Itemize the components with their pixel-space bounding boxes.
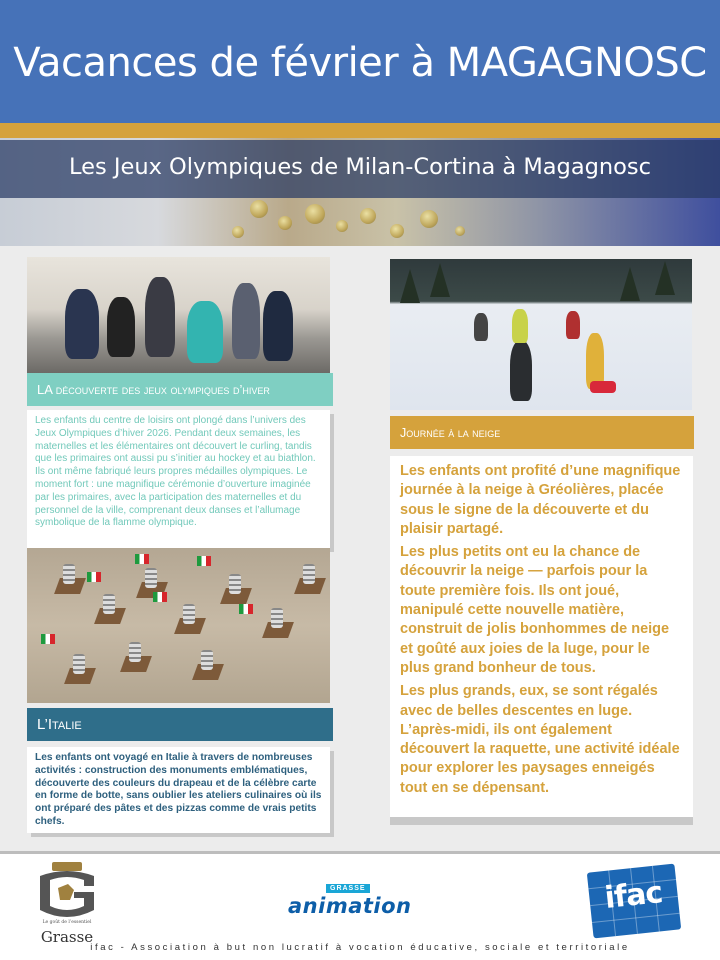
- header-divider: [0, 123, 720, 138]
- section-label-olympiques: LA découverte des jeux olympiques d’hiver: [27, 373, 333, 406]
- photo-snow-day: [390, 259, 692, 410]
- text-neige: [390, 456, 693, 817]
- page-subtitle: Les Jeux Olympiques de Milan-Cortina à Magagnosc: [68, 154, 652, 180]
- card-shadow: [390, 817, 693, 825]
- neige-paragraph: Les plus petits ont eu la chance de découvrir la neige — parfois pour la toute première fois. Ils ont joué, manipulé cette nouvelle matière, construit de jolis bonhommes de neige et goûté aux joies de la luge, pour le plus grand bonheur de tous.: [400, 544, 670, 676]
- animation-logo-text: animation: [288, 894, 412, 918]
- text-olympiques: Les enfants du centre de loisirs ont plongé dans l’univers des Jeux Olympiques d’hiver 2026. Pendant deux semaines, les maternelles et les élémentaires ont découvert le curling, tandis que les primaires ont aussi pu s’initier au hockey et au biathlon. Ils ont même fabriqué leurs propres médailles olympiques. Le moment fort : une magnifique cérémonie d’ouverture imaginée par les primaires, avec la participation des maternelles et du personnel de la ville, comprenant deux danses et l’allumage symbolique de la flamme olympique.: [27, 410, 330, 548]
- text-italie: Les enfants ont voyagé en Italie à travers de nombreuses activités : construction des monuments emblématiques, découverte des couleurs du drapeau et de la célèbre carte en forme de botte, sans oublier les ateliers culinaires où ils ont préparé des pâtes et des pizzas comme de vrais petits chefs.: [27, 747, 330, 833]
- grasse-crest-icon: [30, 862, 104, 922]
- section-label-italie: L’Italie: [27, 708, 333, 741]
- ifac-logo-text: ifac: [603, 875, 664, 916]
- page-title: Vacances de février à MAGAGNOSC: [13, 40, 707, 86]
- ifac-logo: [587, 864, 681, 939]
- photo-italian-crafts: [27, 548, 330, 703]
- header-banner: [0, 0, 720, 123]
- photo-children-curling: [27, 257, 330, 373]
- grasse-logo: [30, 862, 104, 946]
- section-label-neige: Journée à la neige: [390, 416, 694, 449]
- neige-paragraph: Les plus grands, eux, se sont régalés avec de belles descentes en luge. L’après-midi, ils ont également découvert la raquette, une activité idéale pour explorer les paysages enneigés tout en se dépensant.: [400, 683, 680, 796]
- animation-logo-small: GRASSE: [326, 884, 370, 893]
- grasse-city-name: Grasse: [40, 928, 94, 946]
- footer-association-text: ifac - Association à but non lucratif à vocation éducative, sociale et territoriale: [90, 942, 630, 953]
- grasse-tagline: Le goût de l’essentiel: [42, 920, 92, 925]
- grasse-animation-logo: [288, 882, 438, 926]
- neige-paragraph: Les enfants ont profité d’une magnifique journée à la neige à Gréolières, placée sous le signe de la découverte et du plaisir partagé.: [400, 463, 681, 537]
- subtitle-banner: [0, 138, 720, 246]
